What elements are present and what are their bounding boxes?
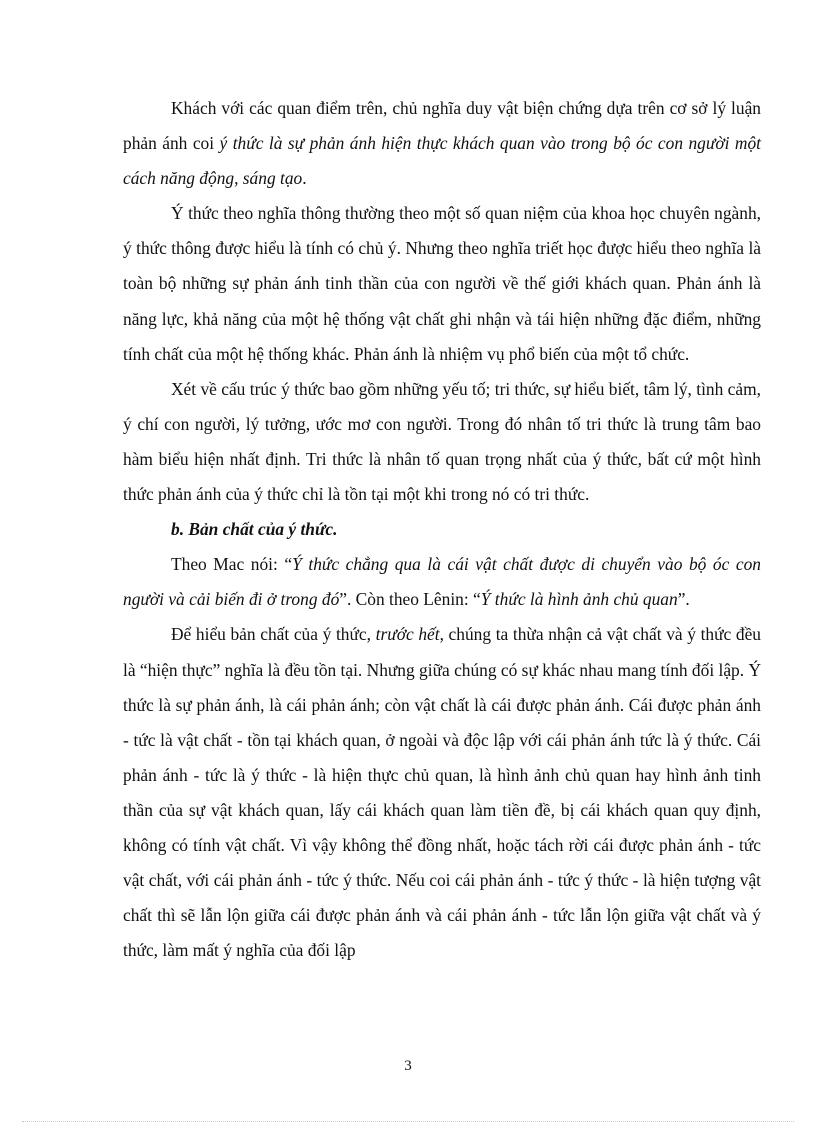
paragraph-4-text-c: ”. [677,589,690,610]
paragraph-5-text-a: Để hiểu bản chất của ý thức, [171,624,376,645]
paragraph-1-text-a: Khách với các quan điểm trên, chủ nghĩa duy vật biện chứng dựa trên cơ sở lý luận phản ánh coi [123,98,761,154]
paragraph-3: Xét về cấu trúc ý thức bao gồm những yếu tố; tri thức, sự hiểu biết, tâm lý, tình cảm, ý chí con người, lý tưởng, ước mơ con người. Trong đó nhân tố tri thức là trung tâm bao hàm biểu hiện nhất định. Tri thức là nhân tố quan trọng nhất của ý thức, bất cứ một hình thức phản ánh của ý thức chỉ là tồn tại một khi trong nó có tri thức. [123,378,761,505]
page-number: 3 [404,1058,412,1074]
page-body [123,91,761,968]
paragraph-5-emphasis: trước hết [375,624,440,645]
paragraph-5-text-b: , chúng ta thừa nhận cả vật chất và ý thức đều là “hiện thực” nghĩa là đều tồn tại. Nhưng giữa chúng có sự khác nhau mang tính đối lập. Ý thức là sự phản ánh, là cái phản ánh; còn vật chất là cái được phản ánh. Cái được phản ánh - tức là vật chất - tồn tại khách quan, ở ngoài và độc lập với cái phản ánh tức là ý thức. Cái phản ánh - tức là ý thức - là hiện thực chủ quan, là hình ảnh chủ quan hay hình ảnh tinh thần của sự vật khách quan, lấy cái khách quan làm tiền đề, bị cái khách quan quy định, không có tính vật chất. Vì vậy không thể đồng nhất, hoặc tách rời cái được phản ánh - tức vật chất, với cái phản ánh - tức ý thức. Nếu coi cái phản ánh - tức ý thức - là hiện tượng vật chất thì sẽ lẫn lộn giữa cái được phản ánh và cái phản ánh - tức lẫn lộn giữa vật chất và ý thức, làm mất ý nghĩa của đối lập [123,624,762,961]
paragraph-5 [123,617,761,968]
paragraph-4-text-a: Theo Mac nói: “ [171,554,293,575]
paragraph-1-definition: ý thức là sự phản ánh hiện thực khách quan vào trong bộ óc con người một cách năng động, sáng tạo [123,133,762,189]
paragraph-1 [123,91,761,196]
paragraph-4 [123,547,761,617]
paragraph-2: Ý thức theo nghĩa thông thường theo một số quan niệm của khoa học chuyên ngành, ý thức thông được hiểu là tính có chủ ý. Nhưng theo nghĩa triết học được hiểu theo nghĩa là toàn bộ những sự phản ánh tinh thần của con người về thế giới khách quan. Phản ánh là năng lực, khả năng của một hệ thống vật chất ghi nhận và tái hiện những đặc điểm, những tính chất của một hệ thống khác. Phản ánh là nhiệm vụ phổ biến của một tổ chức. [123,203,761,364]
paragraph-1-text-b: . [302,168,307,189]
section-heading: b. Bản chất của ý thức. [171,519,338,540]
marx-quote: Ý thức chẳng qua là cái vật chất được di chuyển vào bộ óc con người và cải biến đi ở trong đó [123,554,762,610]
page-bottom-edge [22,1121,794,1122]
paragraph-4-text-b: ”. Còn theo Lênin: “ [339,589,481,610]
lenin-quote: Ý thức là hình ảnh chủ quan [480,589,678,610]
